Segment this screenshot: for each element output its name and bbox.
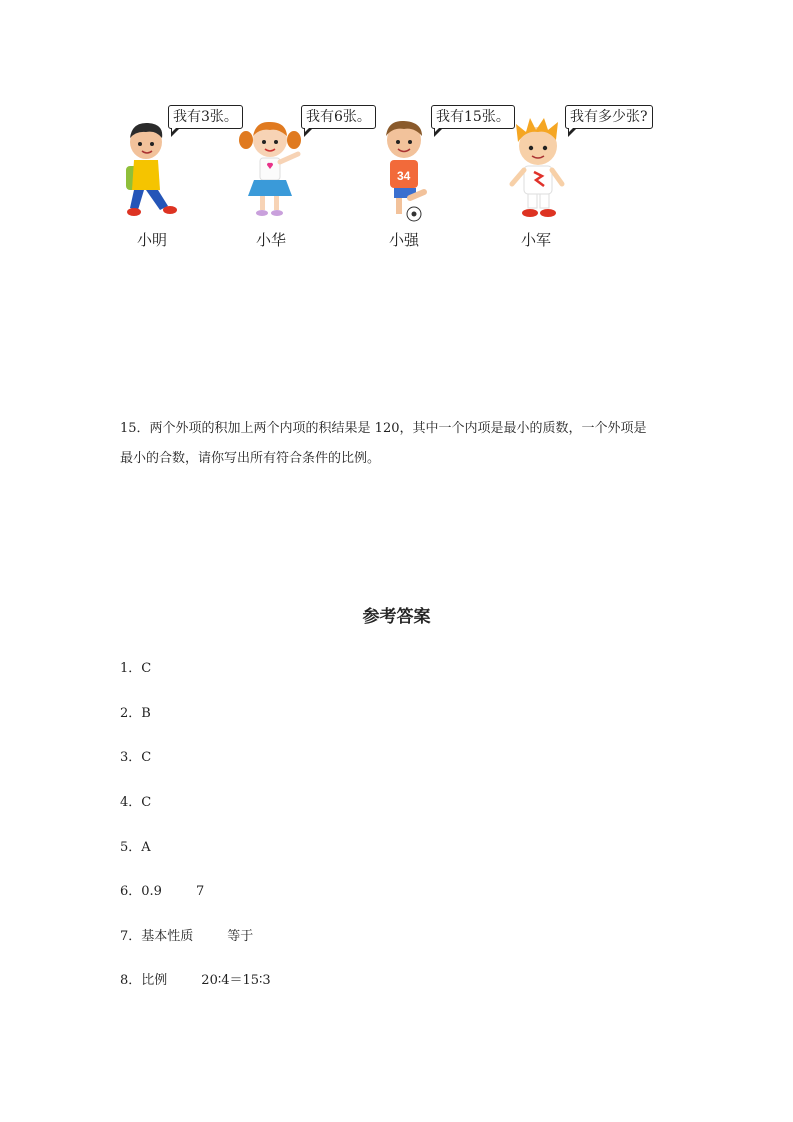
answer-number: 1． [120, 661, 142, 676]
answer-1 [120, 657, 151, 676]
answer-number: 8． [120, 973, 142, 988]
answer-text-2: 20∶4＝15∶3 [201, 973, 271, 988]
speech-tail [304, 128, 313, 137]
answer-text-2: 等于 [227, 929, 254, 944]
answers-title: 参考答案 [362, 607, 431, 627]
speech-text: 我有15张。 [436, 109, 510, 125]
speech-text: 我有6张。 [306, 109, 371, 125]
answer-8 [120, 969, 271, 988]
answer-text: C [141, 661, 152, 676]
speech-tail [568, 128, 577, 137]
speech-text: 我有多少张? [570, 109, 648, 125]
answer-text: 0.9 [141, 884, 162, 899]
answer-text: C [141, 795, 152, 810]
question-15-line-1: 15．两个外项的积加上两个内项的积结果是 120，其中一个内项是最小的质数，一个外项是 [120, 421, 647, 436]
speech-tail [434, 128, 443, 137]
speech-bubble-xiaoming [168, 105, 243, 129]
answer-6 [120, 880, 204, 899]
answer-4 [120, 791, 151, 810]
kid-name-xiaohua: 小华 [256, 231, 287, 249]
answer-7 [120, 925, 253, 944]
answer-2 [120, 702, 151, 721]
answer-3 [120, 746, 151, 765]
speech-bubble-xiaohua [301, 105, 376, 129]
kid-name-xiaoming: 小明 [137, 231, 168, 249]
answer-number: 5． [120, 840, 142, 855]
question-15-line-2: 最小的合数，请你写出所有符合条件的比例。 [120, 451, 381, 466]
speech-bubble-xiaojun [565, 105, 653, 129]
kid-name-xiaoqiang: 小强 [389, 231, 420, 249]
answer-text: B [141, 706, 151, 721]
answer-number: 3． [120, 750, 142, 765]
answer-text: C [141, 750, 152, 765]
kid-name-xiaojun: 小军 [521, 231, 552, 249]
answer-text-2: 7 [195, 884, 205, 899]
answer-5 [120, 836, 151, 855]
kid-xiaoming-illustration [118, 118, 198, 228]
speech-text: 我有3张。 [173, 109, 238, 125]
speech-tail [171, 128, 180, 137]
answer-text: 比例 [141, 973, 168, 988]
answer-number: 6． [120, 884, 142, 899]
speech-bubble-xiaoqiang [431, 105, 515, 129]
answer-number: 7． [120, 929, 142, 944]
svg-text:34: 34 [397, 169, 411, 183]
answer-number: 2． [120, 706, 142, 721]
answer-text: 基本性质 [141, 929, 194, 944]
question-15 [120, 414, 680, 474]
answer-number: 4． [120, 795, 142, 810]
answer-text: A [141, 840, 151, 855]
